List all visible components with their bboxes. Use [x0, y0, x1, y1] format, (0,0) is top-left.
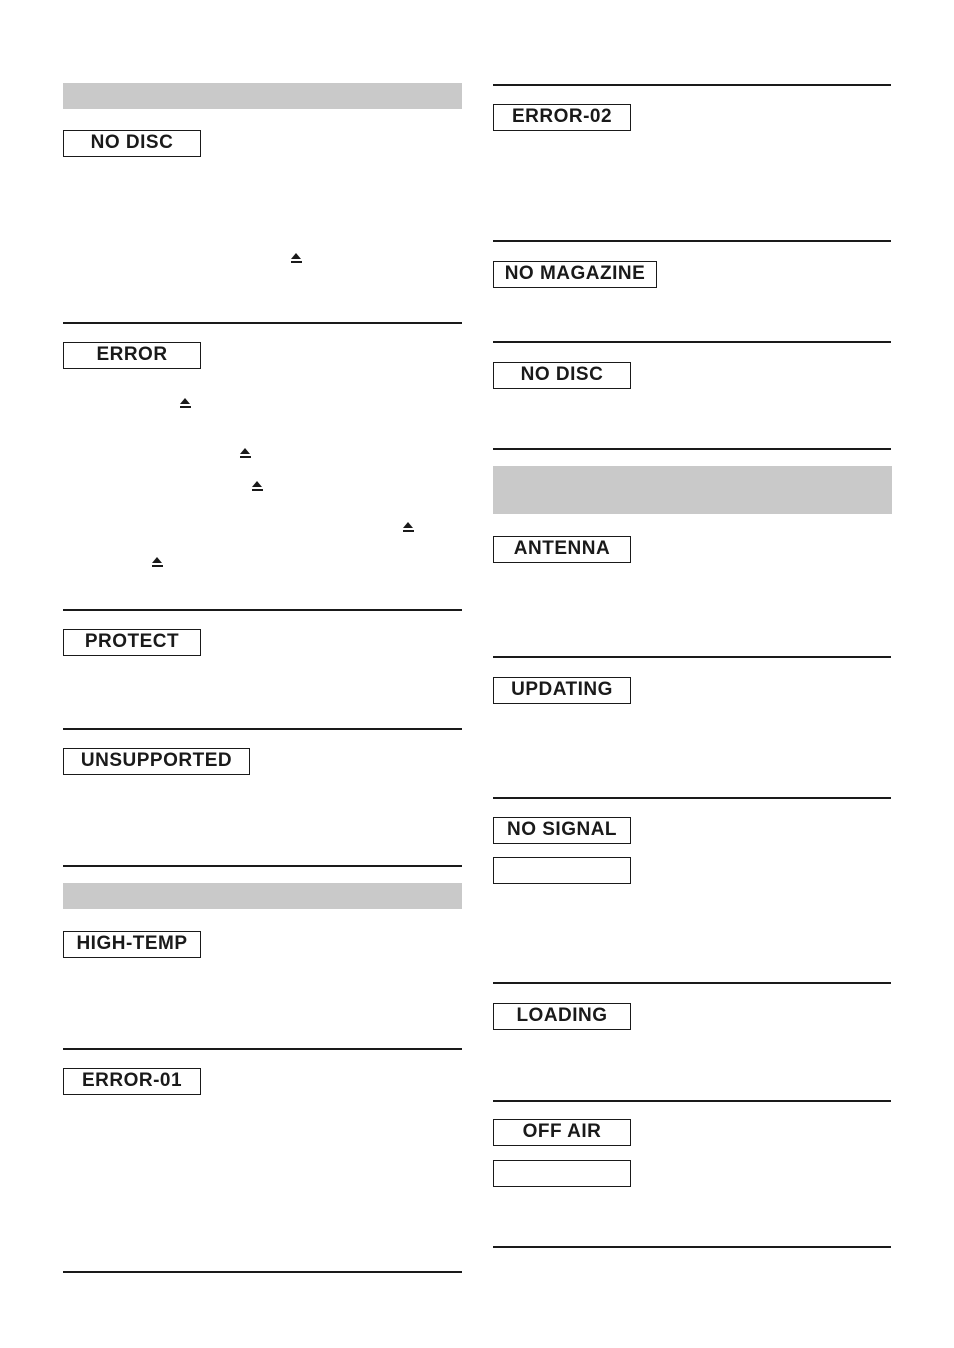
section-divider	[63, 1271, 462, 1273]
section-header-band	[493, 466, 892, 514]
section-divider	[63, 609, 462, 611]
display-label-off-air-alt	[493, 1160, 631, 1187]
section-divider	[493, 1100, 891, 1102]
section-divider	[63, 728, 462, 730]
display-label-no-disc-changer: NO DISC	[493, 362, 631, 389]
display-label-protect: PROTECT	[63, 629, 201, 656]
eject-icon	[152, 557, 163, 569]
display-label-error-01: ERROR-01	[63, 1068, 201, 1095]
display-label-no-disc: NO DISC	[63, 130, 201, 157]
display-label-loading: LOADING	[493, 1003, 631, 1030]
section-divider	[493, 240, 891, 242]
section-header-band	[63, 883, 462, 909]
section-divider	[493, 1246, 891, 1248]
section-divider	[63, 1048, 462, 1050]
display-label-unsupported: UNSUPPORTED	[63, 748, 250, 775]
section-divider	[493, 982, 891, 984]
display-label-antenna: ANTENNA	[493, 536, 631, 563]
eject-icon	[403, 522, 414, 534]
display-label-high-temp: HIGH-TEMP	[63, 931, 201, 958]
display-label-updating: UPDATING	[493, 677, 631, 704]
section-divider	[493, 797, 891, 799]
section-divider	[493, 84, 891, 86]
section-header-band	[63, 83, 462, 109]
section-divider	[493, 656, 891, 658]
section-divider	[63, 865, 462, 867]
display-label-off-air: OFF AIR	[493, 1119, 631, 1146]
eject-icon	[291, 253, 302, 265]
display-label-no-magazine: NO MAGAZINE	[493, 261, 657, 288]
display-label-no-signal: NO SIGNAL	[493, 817, 631, 844]
section-divider	[63, 322, 462, 324]
display-label-error: ERROR	[63, 342, 201, 369]
eject-icon	[180, 398, 191, 410]
display-label-error-02: ERROR-02	[493, 104, 631, 131]
eject-icon	[252, 481, 263, 493]
section-divider	[493, 341, 891, 343]
eject-icon	[240, 448, 251, 460]
display-label-no-signal-alt	[493, 857, 631, 884]
section-divider	[493, 448, 891, 450]
